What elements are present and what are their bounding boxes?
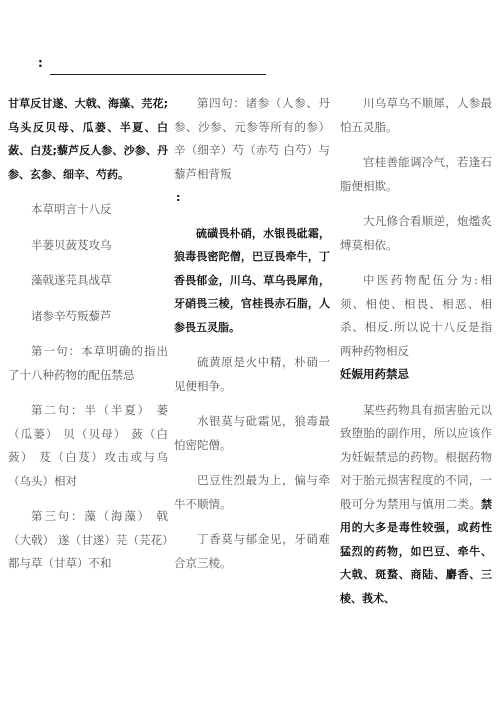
fear-verse-5: 川乌草乌不顺犀，人参最怕五灵脂。: [340, 96, 492, 134]
fear-verse-3: 巴豆性烈最为上，偏与牵牛不顺情。: [174, 473, 330, 511]
pregnancy-text: 某些药物具有损害胎元以致堕胎的副作用，所以应该作为妊娠禁忌的药物。根据药物对于胎元损害程度的不同，一般可分为禁用与慎用二类。: [340, 402, 492, 511]
column-left: [8, 92, 168, 576]
verse-line-2: 藻戟遂芫具战草: [31, 273, 112, 287]
verse-title: 本草明言十八反: [31, 202, 112, 216]
fear-verse-2: 水银莫与砒霜见，狼毒最怕密陀僧。: [174, 414, 330, 452]
fear-verse-1: 硫黄原是火中精，朴硝一见便相争。: [174, 355, 330, 393]
eighteen-antagonisms-rule: 甘草反甘遂、大戟、海藻、芫花;乌头反贝母、瓜蒌、半夏、白蔹、白芨;藜芦反人参、沙参、丹参、玄参、细辛、芍药。: [8, 97, 168, 181]
explanation-3: 第三句：藻（海藻） 戟（大戟） 遂（甘遂）芫（芫花）都与草（甘草）不和: [8, 509, 168, 570]
column-middle: [174, 92, 330, 575]
fear-verse-6: 官桂善能调冷气，若逢石脂便相欺。: [340, 155, 492, 193]
top-rule: [50, 74, 266, 75]
pregnancy-bold-text: 禁用的大多是毒性较强，或药性猛烈的药物，如巴豆、牵牛、大戟、斑蝥、商陆、麝香、三棱、莪术、: [340, 497, 492, 605]
nineteen-fears-rule: 硫磺畏朴硝，水银畏砒霜，狼毒畏密陀僧，巴豆畏牵牛，丁香畏郁金，川乌、草乌畏犀角，牙硝畏三棱，官桂畏赤石脂，人参畏五灵脂。: [174, 226, 330, 334]
explanation-1: 第一句：本草明确的指出了十八种药物的配伍禁忌: [8, 344, 168, 382]
top-mark: :: [38, 56, 43, 70]
verse-line-1: 半蒌贝蔹芨攻乌: [31, 237, 112, 252]
compatibility-summary: 中医药物配伍分为:相须、相使、相畏、相恶、相杀、相反.所以说十八反是指两种药物相反: [340, 273, 492, 358]
explanation-4: 第四句：诸参（人参、丹参、沙参、元参等所有的参）辛（细辛）芍（赤芍 白芍）与藜芦相背叛: [174, 96, 330, 181]
pregnancy-heading: 妊娠用药禁忌: [340, 367, 409, 381]
fear-verse-4: 丁香莫与郁金见，牙硝难合京三棱。: [174, 532, 330, 570]
pregnancy-paragraph: [340, 399, 492, 611]
column-right: [340, 92, 492, 610]
fear-verse-7: 大凡修合看顺逆，炮爁炙煿莫相依。: [340, 214, 492, 252]
verse-line-3: 诸参辛芍叛藜芦: [31, 308, 112, 323]
section-mark: :: [176, 191, 181, 204]
explanation-2: 第二句：半（半夏） 蒌（瓜蒌） 贝（贝母） 蔹（白蔹） 芨（白芨）攻击或与乌（乌头）相对: [8, 403, 168, 488]
